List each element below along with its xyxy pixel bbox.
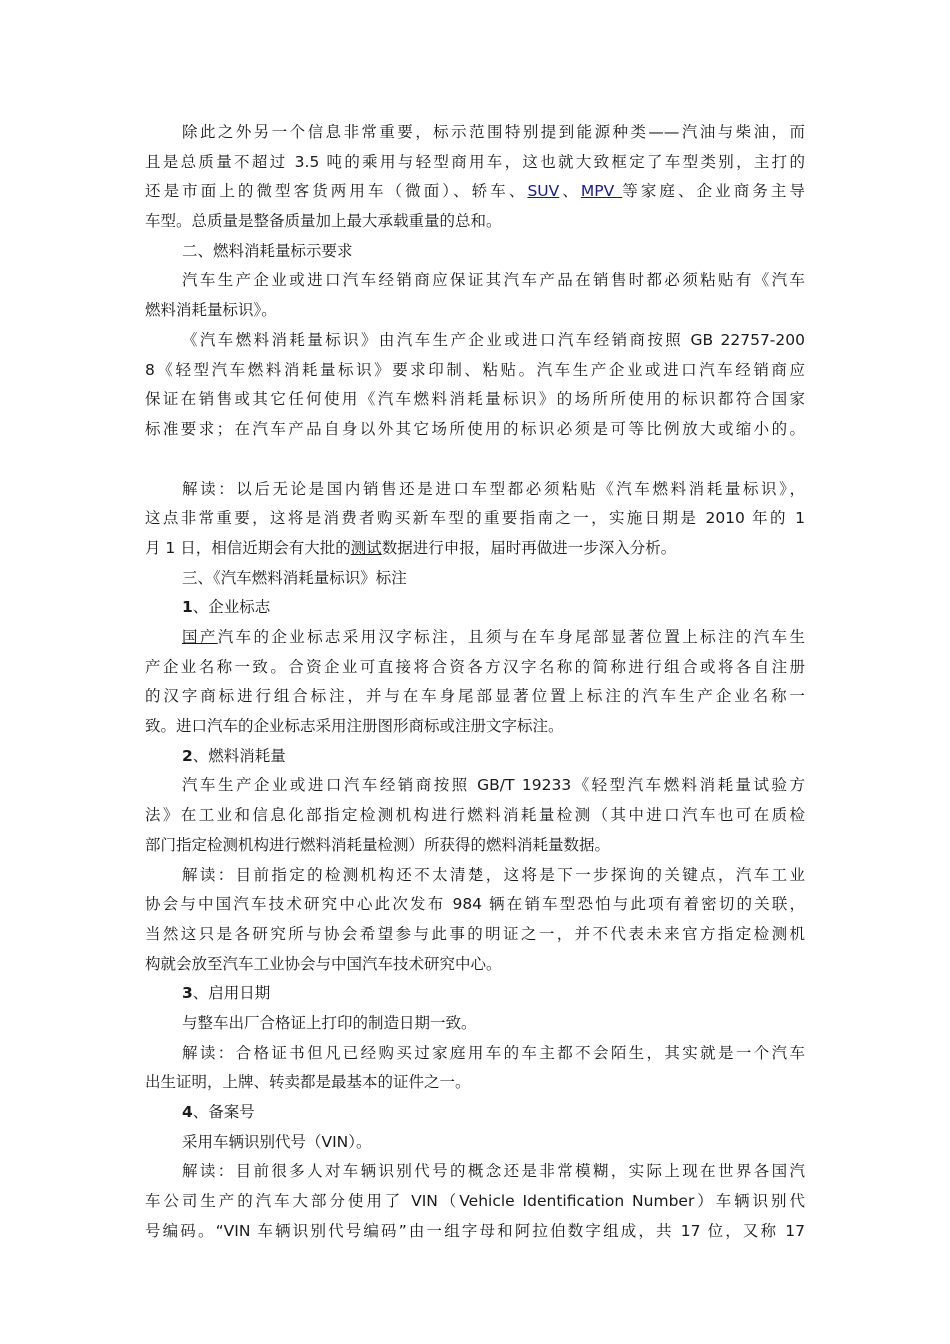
subsection-heading (145, 1098, 805, 1128)
paragraph-line: 采用车辆识别代号（VIN）。 (182, 1132, 372, 1151)
paragraph-line: 8《轻型汽车燃料消耗量标识》要求印制、粘贴。汽车生产企业或进口汽车经销商应 (145, 360, 805, 379)
subsection-heading (145, 979, 805, 1009)
domestic-link[interactable]: 国产 (182, 628, 218, 646)
paragraph-line: 协会与中国汽车技术研究中心此次发布 984 辆在销车型恐怕与此项有着密切的关联， (145, 895, 805, 914)
subsection-heading (145, 593, 805, 623)
paragraph-line: 解读：以后无论是国内销售还是进口车型都必须粘贴《汽车燃料消耗量标识》， (182, 479, 805, 498)
text-run: 、 (559, 182, 581, 201)
paragraph-line: 致。进口汽车的企业标志采用注册图形商标或注册文字标注。 (145, 717, 564, 736)
text-run: 数据进行申报，届时再做进一步深入分析。 (381, 538, 677, 557)
test-link[interactable]: 测试 (350, 538, 382, 557)
paragraph-line: 法》在工业和信息化部指定检测机构进行燃料消耗量检测（其中进口汽车也可在质检 (145, 806, 805, 825)
paragraph-line: 车型。总质量是整备质量加上最大承载重量的总和。 (145, 212, 502, 231)
text-run: 还是市面上的微型客货两用车（微面）、轿车、 (145, 182, 528, 201)
paragraph-line: 汽车生产企业或进口汽车经销商按照 GB/T 19233《轻型汽车燃料消耗量试验方 (182, 776, 805, 795)
paragraph-line (145, 623, 805, 653)
subsection-heading (145, 742, 805, 772)
paragraph-line: 与整车出厂合格证上打印的制造日期一致。 (182, 1013, 477, 1032)
paragraph-line: 标准要求；在汽车产品自身以外其它场所使用的标识必须是可等比例放大或缩小的。 (145, 419, 805, 438)
paragraph-line (145, 177, 805, 207)
paragraph-line: 除此之外另一个信息非常重要，标示范围特别提到能源种类——汽油与柴油，而 (182, 123, 805, 141)
subsection-number: 2 (182, 746, 193, 765)
paragraph-line: 这点非常重要，这将是消费者购买新车型的重要指南之一，实施日期是 2010 年的 1 (145, 509, 805, 528)
paragraph-line: 产企业名称一致。合资企业可直接将合资各方汉字名称的简称进行组合或将各自注册 (145, 657, 805, 676)
text-run: 汽车的企业标志采用汉字标注，且须与在车身尾部显著位置上标注的汽车生 (217, 628, 805, 646)
paragraph-line (145, 534, 805, 564)
subsection-number: 1 (182, 598, 193, 617)
paragraph-line: 部门指定检测机构进行燃料消耗量检测）所获得的燃料消耗量数据。 (145, 835, 611, 854)
paragraph-line: 解读：目前指定的检测机构还不太清楚，这将是下一步探询的关键点，汽车工业 (182, 865, 805, 884)
paragraph-line: 号编码。“VIN 车辆识别代号编码”由一组字母和阿拉伯数字组成，共 17 位，又称 17 (145, 1221, 805, 1240)
subsection-title: 、备案号 (192, 1103, 255, 1121)
text-run: 月 1 日，相信近期会有大批的 (145, 538, 351, 557)
subsection-title: 、燃料消耗量 (192, 746, 286, 765)
paragraph-line: 出生证明，上牌、转卖都是最基本的证件之一。 (145, 1073, 471, 1092)
paragraph-line: 的汉字商标进行组合标注，并与在车身尾部显著位置上标注的汽车生产企业名称一 (145, 687, 805, 706)
mpv-link[interactable]: MPV (580, 182, 623, 201)
paragraph-line: 当然这只是各研究所与协会希望参与此事的明证之一，并不代表未来官方指定检测机 (145, 924, 805, 943)
subsection-title: 、企业标志 (192, 598, 271, 617)
paragraph-line: 且是总质量不超过 3.5 吨的乘用与轻型商用车，这也就大致框定了车型类别，主打的 (145, 152, 805, 171)
blank-line (145, 445, 805, 475)
subsection-number: 3 (182, 984, 193, 1003)
suv-link[interactable]: SUV (527, 182, 560, 201)
subsection-title: 、启用日期 (192, 984, 271, 1003)
subsection-number: 4 (182, 1103, 193, 1121)
text-run: 等家庭、企业商务主导 (622, 182, 805, 201)
paragraph-line: 《汽车燃料消耗量标识》由汽车生产企业或进口汽车经销商按照 GB 22757-200 (182, 330, 805, 349)
paragraph-line: 解读：目前很多人对车辆识别代号的概念还是非常模糊，实际上现在世界各国汽 (182, 1162, 805, 1181)
paragraph-line: 车公司生产的汽车大部分使用了 VIN（Vehicle Identification Number）车辆识别代 (145, 1192, 805, 1211)
section-heading: 三、《汽车燃料消耗量标识》标注 (182, 568, 407, 587)
paragraph-line: 保证在销售或其它任何使用《汽车燃料消耗量标识》的场所所使用的标识都符合国家 (145, 390, 805, 409)
document-body (145, 118, 805, 1246)
paragraph-line: 燃料消耗量标识》。 (145, 301, 277, 320)
paragraph-line: 汽车生产企业或进口汽车经销商应保证其汽车产品在销售时都必须粘贴有《汽车 (182, 271, 805, 290)
paragraph-line: 构就会放至汽车工业协会与中国汽车技术研究中心。 (145, 954, 502, 973)
paragraph-line: 解读：合格证书但凡已经购买过家庭用车的车主都不会陌生，其实就是一个汽车 (182, 1043, 805, 1062)
section-heading: 二、燃料消耗量标示要求 (182, 241, 353, 260)
